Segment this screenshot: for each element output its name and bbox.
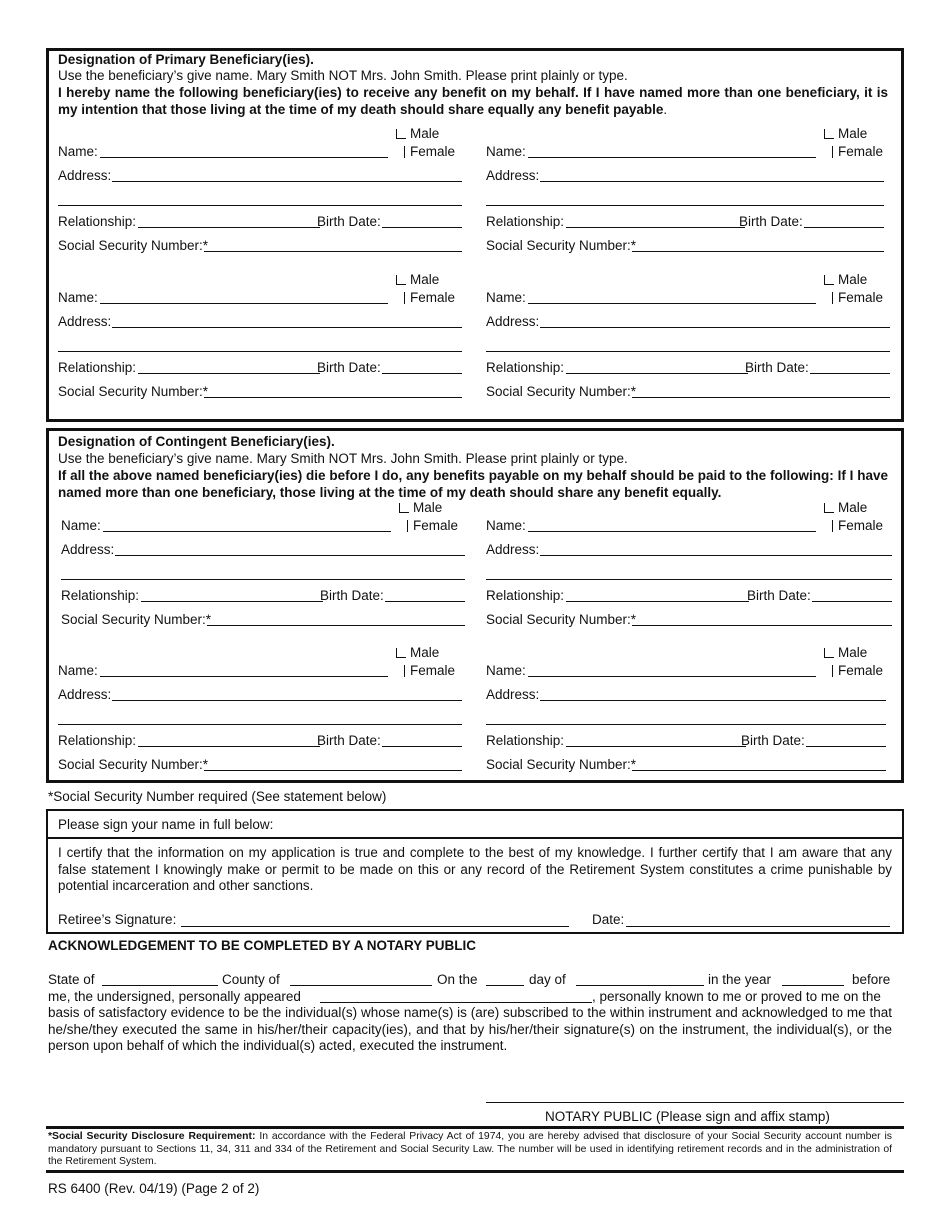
primary-4-address-field-2[interactable]	[486, 351, 890, 352]
primary-1-address-field[interactable]	[112, 181, 462, 182]
primary-1-birth-date-field[interactable]	[382, 227, 462, 228]
contingent-4-relationship-field[interactable]	[566, 746, 746, 747]
certify-statement: I certify that the information on my application is true and complete to the best of my knowledge. I further certify that I am aware that any false statement I knowingly make or permit to be made on this or any record of the Retirement System constitutes a crime punishable by potential incarceration and other sanctions.	[58, 845, 892, 893]
primary-1-name-field[interactable]	[100, 157, 388, 158]
contingent-1-ssn-label: Social Security Number:*	[61, 612, 212, 627]
contingent-1-address-field-2[interactable]	[61, 579, 465, 580]
contingent-3-female-checkbox[interactable]	[404, 665, 405, 677]
primary-3-relationship-field[interactable]	[138, 373, 320, 374]
notary-day-of-label: day of	[529, 972, 566, 987]
contingent-3-relationship-label: Relationship:	[58, 733, 137, 748]
primary-4-ssn-label: Social Security Number:*	[486, 384, 637, 399]
primary-2-male-checkbox[interactable]	[824, 129, 834, 139]
notary-appeared-field[interactable]	[320, 1002, 592, 1003]
notary-day-field[interactable]	[486, 985, 524, 986]
retiree-signature-label: Retiree’s Signature:	[58, 912, 177, 927]
primary-1-male-checkbox[interactable]	[396, 129, 406, 139]
primary-4-relationship-label: Relationship:	[486, 360, 565, 375]
primary-4-name-field[interactable]	[528, 303, 816, 304]
contingent-3-address-label: Address:	[58, 687, 112, 702]
contingent-4-name-label: Name:	[486, 663, 526, 678]
notary-known-label: , personally known to me or proved to me on the	[592, 989, 881, 1004]
contingent-title: Designation of Contingent Beneficiary(ies).	[58, 434, 335, 449]
contingent-4-female-checkbox[interactable]	[832, 665, 833, 677]
contingent-3-male-label: Male	[410, 645, 440, 660]
primary-2-female-label: Female	[838, 144, 884, 159]
primary-1-address-label: Address:	[58, 168, 112, 183]
contingent-3-name-label: Name:	[58, 663, 98, 678]
contingent-4-birth-date-label: Birth Date:	[741, 733, 805, 748]
primary-1-address-field-2[interactable]	[58, 205, 462, 206]
contingent-1-female-label: Female	[413, 518, 459, 533]
form-footer: RS 6400 (Rev. 04/19) (Page 2 of 2)	[48, 1181, 260, 1196]
contingent-3-male-checkbox[interactable]	[396, 648, 406, 658]
primary-4-ssn-field[interactable]	[632, 397, 890, 398]
disclosure-body: In accordance with the Federal Privacy Act of 1974, you are hereby advised that disclosure of your Social Security account number is mandatory pursuant to Sections 11, 34, 311 and 334 of the Retirement and Social Security Law. The number will be used in identifying retirement records and in the administration of the Retirement System.	[48, 1131, 893, 1167]
contingent-3-birth-date-label: Birth Date:	[317, 733, 381, 748]
primary-1-female-label: Female	[410, 144, 456, 159]
primary-1-ssn-field[interactable]	[204, 251, 462, 252]
contingent-2-ssn-field[interactable]	[632, 625, 892, 626]
primary-3-male-checkbox[interactable]	[396, 275, 406, 285]
ssn-note: *Social Security Number required (See statement below)	[48, 789, 387, 804]
primary-4-birth-date-label: Birth Date:	[745, 360, 809, 375]
contingent-2-address-field[interactable]	[540, 555, 892, 556]
contingent-2-male-checkbox[interactable]	[824, 503, 834, 513]
contingent-2-birth-date-label: Birth Date:	[747, 588, 811, 603]
contingent-4-female-label: Female	[838, 663, 884, 678]
signature-date-field[interactable]	[626, 926, 890, 927]
primary-4-address-field[interactable]	[540, 327, 890, 328]
primary-4-birth-date-field[interactable]	[810, 373, 890, 374]
primary-2-ssn-field[interactable]	[632, 251, 884, 252]
primary-2-ssn-label: Social Security Number:*	[486, 238, 637, 253]
primary-3-address-field[interactable]	[112, 327, 462, 328]
notary-state-field[interactable]	[102, 985, 218, 986]
primary-3-birth-date-field[interactable]	[382, 373, 462, 374]
primary-3-name-field[interactable]	[100, 303, 388, 304]
primary-instruction: Use the beneficiary’s give name. Mary Smith NOT Mrs. John Smith. Please print plainly or type.	[58, 68, 628, 83]
contingent-2-relationship-label: Relationship:	[486, 588, 565, 603]
notary-body: basis of satisfactory evidence to be the individual(s) whose name(s) is (are) subscribed to the within instrument and acknowledged to me that he/she/they executed the same in his/her/their capacity(ies), and that by his/her/their signature(s) on the instrument, the individual(s), or the person upon behalf of which the individual(s) acted, executed the instrument.	[48, 1005, 892, 1053]
contingent-1-address-field[interactable]	[115, 555, 465, 556]
primary-1-relationship-label: Relationship:	[58, 214, 137, 229]
primary-4-female-label: Female	[838, 290, 884, 305]
primary-4-name-label: Name:	[486, 290, 526, 305]
contingent-1-female-checkbox[interactable]	[407, 520, 408, 532]
notary-year-label: in the year	[708, 972, 772, 987]
primary-3-birth-date-label: Birth Date:	[317, 360, 381, 375]
primary-2-name-label: Name:	[486, 144, 526, 159]
notary-signature-field[interactable]	[486, 1102, 904, 1103]
contingent-1-male-checkbox[interactable]	[399, 503, 409, 513]
primary-4-male-checkbox[interactable]	[824, 275, 834, 285]
primary-2-relationship-label: Relationship:	[486, 214, 565, 229]
primary-2-female-checkbox[interactable]	[832, 146, 833, 158]
notary-county-field[interactable]	[290, 985, 432, 986]
notary-year-field[interactable]	[782, 985, 844, 986]
primary-4-address-label: Address:	[486, 314, 540, 329]
primary-3-address-field-2[interactable]	[58, 351, 462, 352]
contingent-statement: If all the above named beneficiary(ies) die before I do, any benefits payable on my behalf should be paid to the following: If I have named more than one beneficiary, those living at the time of my death should share any benefit equally.	[58, 468, 888, 500]
contingent-1-address-label: Address:	[61, 542, 115, 557]
signature-date-label: Date:	[592, 912, 625, 927]
primary-3-ssn-field[interactable]	[204, 397, 462, 398]
contingent-3-birth-date-field[interactable]	[382, 746, 462, 747]
notary-on-the-label: On the	[437, 972, 478, 987]
primary-statement	[58, 85, 888, 118]
notary-appeared-label: me, the undersigned, personally appeared	[48, 989, 301, 1004]
contingent-2-ssn-label: Social Security Number:*	[486, 612, 637, 627]
contingent-2-female-label: Female	[838, 518, 884, 533]
primary-4-male-label: Male	[838, 272, 868, 287]
signature-divider	[46, 837, 904, 839]
contingent-2-address-field-2[interactable]	[486, 579, 892, 580]
contingent-4-ssn-field[interactable]	[632, 770, 886, 771]
contingent-1-ssn-field[interactable]	[207, 625, 465, 626]
primary-1-birth-date-label: Birth Date:	[317, 214, 381, 229]
contingent-2-female-checkbox[interactable]	[832, 520, 833, 532]
notary-county-label: County of	[222, 972, 280, 987]
contingent-3-address-field-2[interactable]	[58, 724, 462, 725]
primary-3-address-label: Address:	[58, 314, 112, 329]
primary-2-address-field[interactable]	[540, 181, 884, 182]
primary-1-relationship-field[interactable]	[138, 227, 320, 228]
contingent-1-name-field[interactable]	[103, 531, 391, 532]
retiree-signature-field[interactable]	[181, 926, 569, 927]
disclosure-top-rule	[46, 1126, 904, 1129]
primary-1-male-label: Male	[410, 126, 440, 141]
contingent-3-relationship-field[interactable]	[138, 746, 320, 747]
contingent-3-ssn-field[interactable]	[204, 770, 462, 771]
disclosure-text	[48, 1131, 892, 1169]
primary-3-female-checkbox[interactable]	[404, 292, 405, 304]
notary-state-label: State of	[48, 972, 95, 987]
contingent-2-relationship-field[interactable]	[566, 601, 749, 602]
primary-1-name-label: Name:	[58, 144, 98, 159]
contingent-4-name-field[interactable]	[528, 676, 816, 677]
primary-2-relationship-field[interactable]	[566, 227, 745, 228]
primary-4-relationship-field[interactable]	[566, 373, 748, 374]
primary-statement-end: .	[663, 101, 668, 117]
primary-2-male-label: Male	[838, 126, 868, 141]
contingent-instruction: Use the beneficiary’s give name. Mary Smith NOT Mrs. John Smith. Please print plainly or type.	[58, 451, 628, 466]
primary-statement-text: I hereby name the following beneficiary(ies) to receive any benefit on my behalf. If I have named more than one beneficiary, it is my intention that those living at the time of my death should share equally any benefit payable	[58, 85, 888, 117]
contingent-4-male-label: Male	[838, 645, 868, 660]
primary-1-female-checkbox[interactable]	[404, 146, 405, 158]
contingent-3-address-field[interactable]	[112, 700, 462, 701]
primary-3-name-label: Name:	[58, 290, 98, 305]
contingent-1-birth-date-field[interactable]	[385, 601, 465, 602]
contingent-3-female-label: Female	[410, 663, 456, 678]
primary-2-birth-date-field[interactable]	[804, 227, 884, 228]
contingent-4-birth-date-field[interactable]	[806, 746, 886, 747]
contingent-2-birth-date-field[interactable]	[812, 601, 892, 602]
primary-3-male-label: Male	[410, 272, 440, 287]
signature-prompt: Please sign your name in full below:	[58, 817, 274, 832]
contingent-3-name-field[interactable]	[100, 676, 388, 677]
disclosure-bottom-rule	[46, 1170, 904, 1173]
primary-3-ssn-label: Social Security Number:*	[58, 384, 209, 399]
contingent-1-relationship-label: Relationship:	[61, 588, 140, 603]
contingent-4-ssn-label: Social Security Number:*	[486, 757, 637, 772]
contingent-1-name-label: Name:	[61, 518, 101, 533]
contingent-2-name-label: Name:	[486, 518, 526, 533]
disclosure-bold: *Social Security Disclosure Requirement:	[48, 1131, 256, 1142]
contingent-4-relationship-label: Relationship:	[486, 733, 565, 748]
primary-2-address-field-2[interactable]	[486, 205, 884, 206]
contingent-4-male-checkbox[interactable]	[824, 648, 834, 658]
contingent-2-male-label: Male	[838, 500, 868, 515]
contingent-3-ssn-label: Social Security Number:*	[58, 757, 209, 772]
contingent-4-address-field[interactable]	[540, 700, 886, 701]
primary-3-female-label: Female	[410, 290, 456, 305]
contingent-2-address-label: Address:	[486, 542, 540, 557]
primary-title: Designation of Primary Beneficiary(ies).	[58, 52, 314, 67]
primary-2-name-field[interactable]	[528, 157, 816, 158]
contingent-1-relationship-field[interactable]	[141, 601, 323, 602]
primary-1-ssn-label: Social Security Number:*	[58, 238, 209, 253]
notary-before-label: before	[852, 972, 891, 987]
primary-3-relationship-label: Relationship:	[58, 360, 137, 375]
contingent-4-address-field-2[interactable]	[486, 724, 886, 725]
notary-month-field[interactable]	[576, 985, 704, 986]
primary-2-address-label: Address:	[486, 168, 540, 183]
contingent-1-male-label: Male	[413, 500, 443, 515]
primary-2-birth-date-label: Birth Date:	[739, 214, 803, 229]
contingent-4-address-label: Address:	[486, 687, 540, 702]
contingent-2-name-field[interactable]	[528, 531, 816, 532]
contingent-1-birth-date-label: Birth Date:	[320, 588, 384, 603]
primary-4-female-checkbox[interactable]	[832, 292, 833, 304]
notary-signature-label: NOTARY PUBLIC (Please sign and affix stamp)	[545, 1109, 830, 1124]
notary-heading: ACKNOWLEDGEMENT TO BE COMPLETED BY A NOTARY PUBLIC	[48, 938, 477, 953]
